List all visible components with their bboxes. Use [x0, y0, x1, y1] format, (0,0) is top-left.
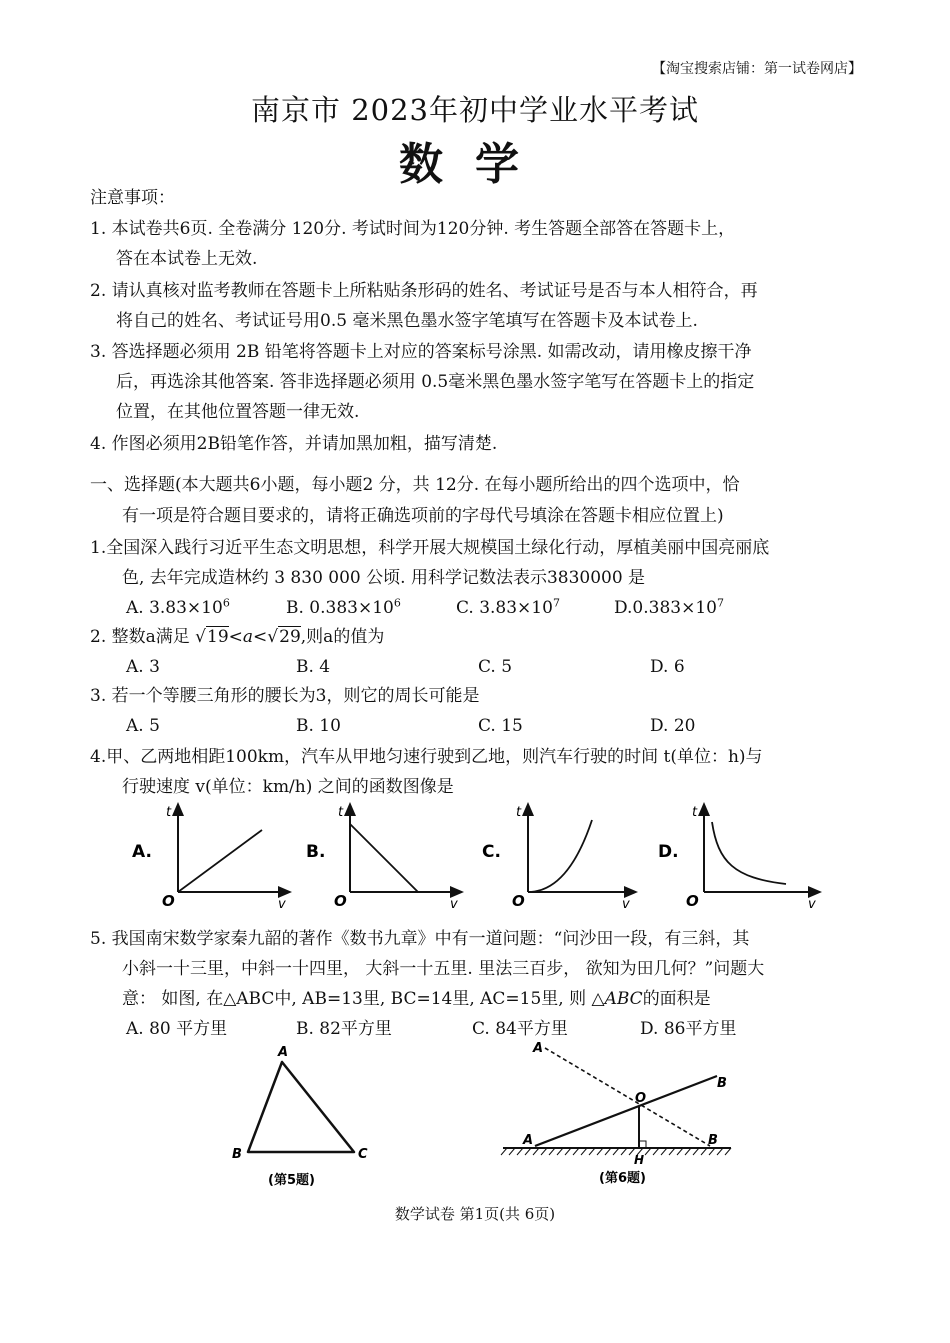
notice-heading: 注意事项：	[90, 188, 175, 208]
q4-graph-d-label: D.	[658, 842, 679, 862]
fig6-seesaw	[535, 1076, 717, 1146]
q2-stem: 2. 整数a满足 √19<a<√29,则a的值为	[90, 627, 385, 647]
q4-graph-a-t-label: t	[166, 805, 172, 820]
q1-option-a: A. $3.83\times 10^6$	[126, 596, 230, 618]
q5-line-1: 5. 我国南宋数学家秦九韶的著作《数书九章》中有一道问题：“问沙田一段，有三斜，其	[90, 929, 750, 949]
q4-graph-a	[132, 805, 286, 912]
q5-line-2: 小斜一十三里，中斜一十四里， 大斜一十五里. 里法三百步， 欲知为田几何？”问题大	[122, 959, 765, 979]
shop-note: 【淘宝搜索店铺：第一试卷网店】	[652, 61, 862, 77]
notice-4: 4. 作图必须用2B铅笔作答，并请加黑加粗，描写清楚.	[90, 434, 498, 454]
q4-graph-b-origin: O	[334, 892, 347, 910]
q5-option-b: B. 82平方里	[296, 1019, 392, 1039]
q1-line-2: 色, 去年完成造林约 3 830 000 公顷. 用科学记数法表示3830000 是	[122, 568, 646, 588]
fig6-dashed-seesaw	[545, 1048, 710, 1146]
q4-graph-c-t-label: t	[516, 805, 522, 820]
q4-graph-b-curve	[350, 824, 418, 892]
fig6-label-o: O	[635, 1091, 647, 1106]
q2-option-c: C. 5	[478, 657, 513, 677]
fig5-label-a: A	[278, 1045, 289, 1060]
q1-line-1: 1.全国深入践行习近平生态文明思想，科学开展大规模国土绿化行动，厚植美丽中国亮丽底	[90, 538, 770, 558]
notice-3-line-1: 3. 答选择题必须用 2B 铅笔将答题卡上对应的答案标号涂黑. 如需改动，请用橡皮擦干净	[90, 342, 752, 362]
q4-graph-c-label: C.	[482, 842, 501, 862]
q5-option-d: D. 86平方里	[640, 1019, 737, 1039]
q3-option-d: D. 20	[650, 716, 696, 736]
fig6-right-angle	[639, 1141, 646, 1148]
fig6-caption: (第6题)	[599, 1171, 646, 1186]
section1-line-2: 有一项是符合题目要求的，请将正确选项前的字母代号填涂在答题卡相应位置上)	[122, 506, 724, 526]
section1-line-1: 一、选择题(本大题共6小题，每小题2 分，共 12分. 在每小题所给出的四个选项中，恰	[90, 475, 740, 495]
notice-1-line-1: 1. 本试卷共6页. 全卷满分 120分. 考试时间为120分钟. 考生答题全部答在答题卡上，	[90, 219, 736, 239]
fig6-label-b-bottom: B	[708, 1133, 718, 1148]
q1-option-c: C. $3.83\times 10^7$	[456, 596, 560, 618]
q4-line-1: 4.甲、乙两地相距100km，汽车从甲地匀速行驶到乙地，则汽车行驶的时间 t(单位：h)与	[90, 747, 763, 767]
page-footer: 数学试卷 第1页(共 6页)	[394, 1205, 556, 1223]
q4-graph-b	[306, 805, 458, 912]
q5-line-3: 意： 如图, 在△ABC中, AB=13里, BC=14里, AC=15里, 则 △ABC的面积是	[122, 989, 711, 1009]
q4-graph-d-v-label: v	[808, 897, 816, 912]
q4-line-2: 行驶速度 v(单位：km/h) 之间的函数图像是	[122, 777, 454, 797]
fig6-ground-hatch	[501, 1148, 731, 1155]
q4-graph-c	[482, 805, 632, 912]
fig6-label-a-bottom: A	[523, 1133, 534, 1148]
q3-option-c: C. 15	[478, 716, 523, 736]
notice-3-line-2: 后，再选涂其他答案. 答非选择题必须用 0.5毫米黑色墨水签字笔写在答题卡上的指定	[116, 372, 755, 392]
q4-graph-a-v-label: v	[278, 897, 286, 912]
q3-option-a: A. 5	[126, 716, 160, 736]
q4-graph-b-v-label: v	[450, 897, 458, 912]
q2-option-a: A. 3	[126, 657, 160, 677]
fig6-label-h: H	[634, 1153, 645, 1167]
q4-graph-d	[658, 805, 816, 912]
q4-graph-a-origin: O	[162, 892, 175, 910]
q4-graph-c-v-label: v	[622, 897, 630, 912]
q2-option-b: B. 4	[296, 657, 331, 677]
q1-option-d: $D.0.383\times 10^7$	[614, 596, 724, 618]
q1-option-b: B. $0.383\times 10^6$	[286, 596, 401, 618]
notice-2-line-1: 2. 请认真核对监考教师在答题卡上所粘贴条形码的姓名、考试证号是否与本人相符合，再	[90, 281, 758, 301]
q4-graph-d-curve	[712, 822, 786, 884]
q4-graph-a-curve	[178, 830, 262, 892]
triangle-abc	[248, 1062, 354, 1152]
fig5-caption: (第5题)	[268, 1173, 315, 1188]
fig6-label-b-top: B	[717, 1076, 727, 1091]
fig6-label-a-top: A	[533, 1041, 544, 1056]
q2-radical-2: 29	[279, 627, 301, 647]
q4-graphs	[120, 800, 840, 912]
notice-2-line-2: 将自己的姓名、考试证号用0.5 毫米黑色墨水签字笔填写在答题卡及本试卷上.	[116, 311, 698, 331]
figure-6	[495, 1036, 745, 1192]
exam-title: 南京市 2023年初中学业水平考试	[250, 93, 700, 127]
q4-graph-a-label: A.	[132, 842, 152, 862]
notice-1-line-2: 答在本试卷上无效.	[116, 249, 258, 269]
q3-stem: 3. 若一个等腰三角形的腰长为3，则它的周长可能是	[90, 686, 480, 706]
figure-5	[220, 1040, 380, 1190]
q5-option-c: C. 84平方里	[472, 1019, 568, 1039]
q2-radical-1: 19	[207, 627, 229, 647]
fig5-label-b: B	[232, 1147, 242, 1162]
q4-graph-b-t-label: t	[338, 805, 344, 820]
subject-title: 数学	[399, 139, 551, 190]
fig5-label-c: C	[358, 1147, 368, 1162]
q4-graph-b-label: B.	[306, 842, 326, 862]
q2-option-d: D. 6	[650, 657, 685, 677]
q4-graph-d-t-label: t	[692, 805, 698, 820]
notice-3-line-3: 位置，在其他位置答题一律无效.	[116, 402, 360, 422]
q5-option-a: A. 80 平方里	[126, 1019, 228, 1039]
q4-graph-d-origin: O	[686, 892, 699, 910]
q4-graph-c-curve	[528, 820, 592, 892]
q3-option-b: B. 10	[296, 716, 341, 736]
q4-graph-c-origin: O	[512, 892, 525, 910]
